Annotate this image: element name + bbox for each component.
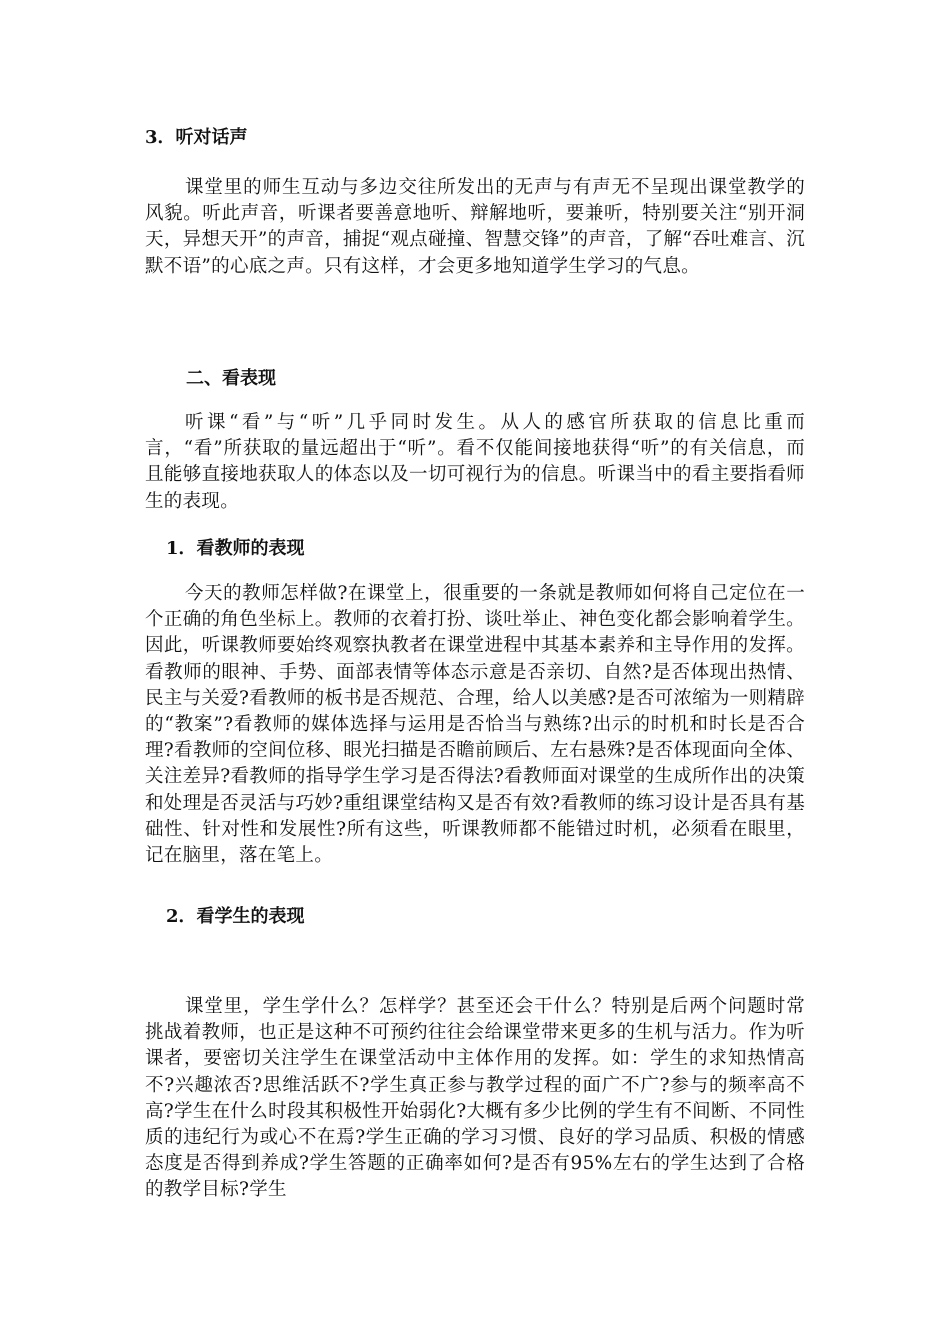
section-heading-listen-dialogue: 3．听对话声 <box>145 127 248 148</box>
paragraph-teacher-performance: 今天的教师怎样做?在课堂上，很重要的一条就是教师如何将自己定位在一个正确的角色坐标上。教师的衣着打扮、谈吐举止、神色变化都会影响着学生。因此，听课教师要始终观察执教者在课堂进程中其基本素养和主导作用的发挥。看教师的眼神、手势、面部表情等体态示意是否亲切、自然?是否体现出热情、民主与关爱?看教师的板书是否规范、合理，给人以美感?是否可浓缩为一则精辟的“教案”?看教师的媒体选择与运用是否恰当与熟练?出示的时机和时长是否合理?看教师的空间位移、眼光扫描是否瞻前顾后、左右悬殊?是否体现面向全体、关注差异?看教师的指导学生学习是否得法?看教师面对课堂的生成所作出的决策和处理是否灵活与巧妙?重组课堂结构又是否有效?看教师的练习设计是否具有基础性、针对性和发展性?所有这些，听课教师都不能错过时机，必须看在眼里，记在脑里，落在笔上。 <box>145 583 805 867</box>
paragraph-watch-performance: 听课“看”与“听”几乎同时发生。从人的感官所获取的信息比重而言，“看”所获取的量远超出于“听”。看不仅能间接地获得“听”的有关信息，而且能够直接地获取人的体态以及一切可视行为的信息。听课当中的看主要指看师生的表现。 <box>145 412 805 512</box>
section-heading-watch-performance: 二、看表现 <box>186 368 276 389</box>
section-heading-teacher-performance: 1．看教师的表现 <box>166 538 305 559</box>
section-heading-student-performance: 2．看学生的表现 <box>166 906 305 927</box>
paragraph-student-performance: 课堂里，学生学什么？怎样学？甚至还会干什么？特别是后两个问题时常挑战着教师，也正是这种不可预约往往会给课堂带来更多的生机与活力。作为听课者，要密切关注学生在课堂活动中主体作用的发挥。如：学生的求知热情高不?兴趣浓否?思维活跃不?学生真正参与教学过程的面广不广?参与的频率高不高?学生在什么时段其积极性开始弱化?大概有多少比例的学生有不间断、不同性质的违纪行为或心不在焉?学生正确的学习习惯、良好的学习品质、积极的情感态度是否得到养成?学生答题的正确率如何?是否有95%左右的学生达到了合格的教学目标?学生 <box>145 996 805 1201</box>
paragraph-listen-dialogue: 课堂里的师生互动与多边交往所发出的无声与有声无不呈现出课堂教学的风貌。听此声音，听课者要善意地听、辩解地听，要兼听，特别要关注“别开洞天，异想天开”的声音，捕捉“观点碰撞、智慧交锋”的声音，了解“吞吐难言、沉默不语”的心底之声。只有这样，才会更多地知道学生学习的气息。 <box>145 177 805 277</box>
